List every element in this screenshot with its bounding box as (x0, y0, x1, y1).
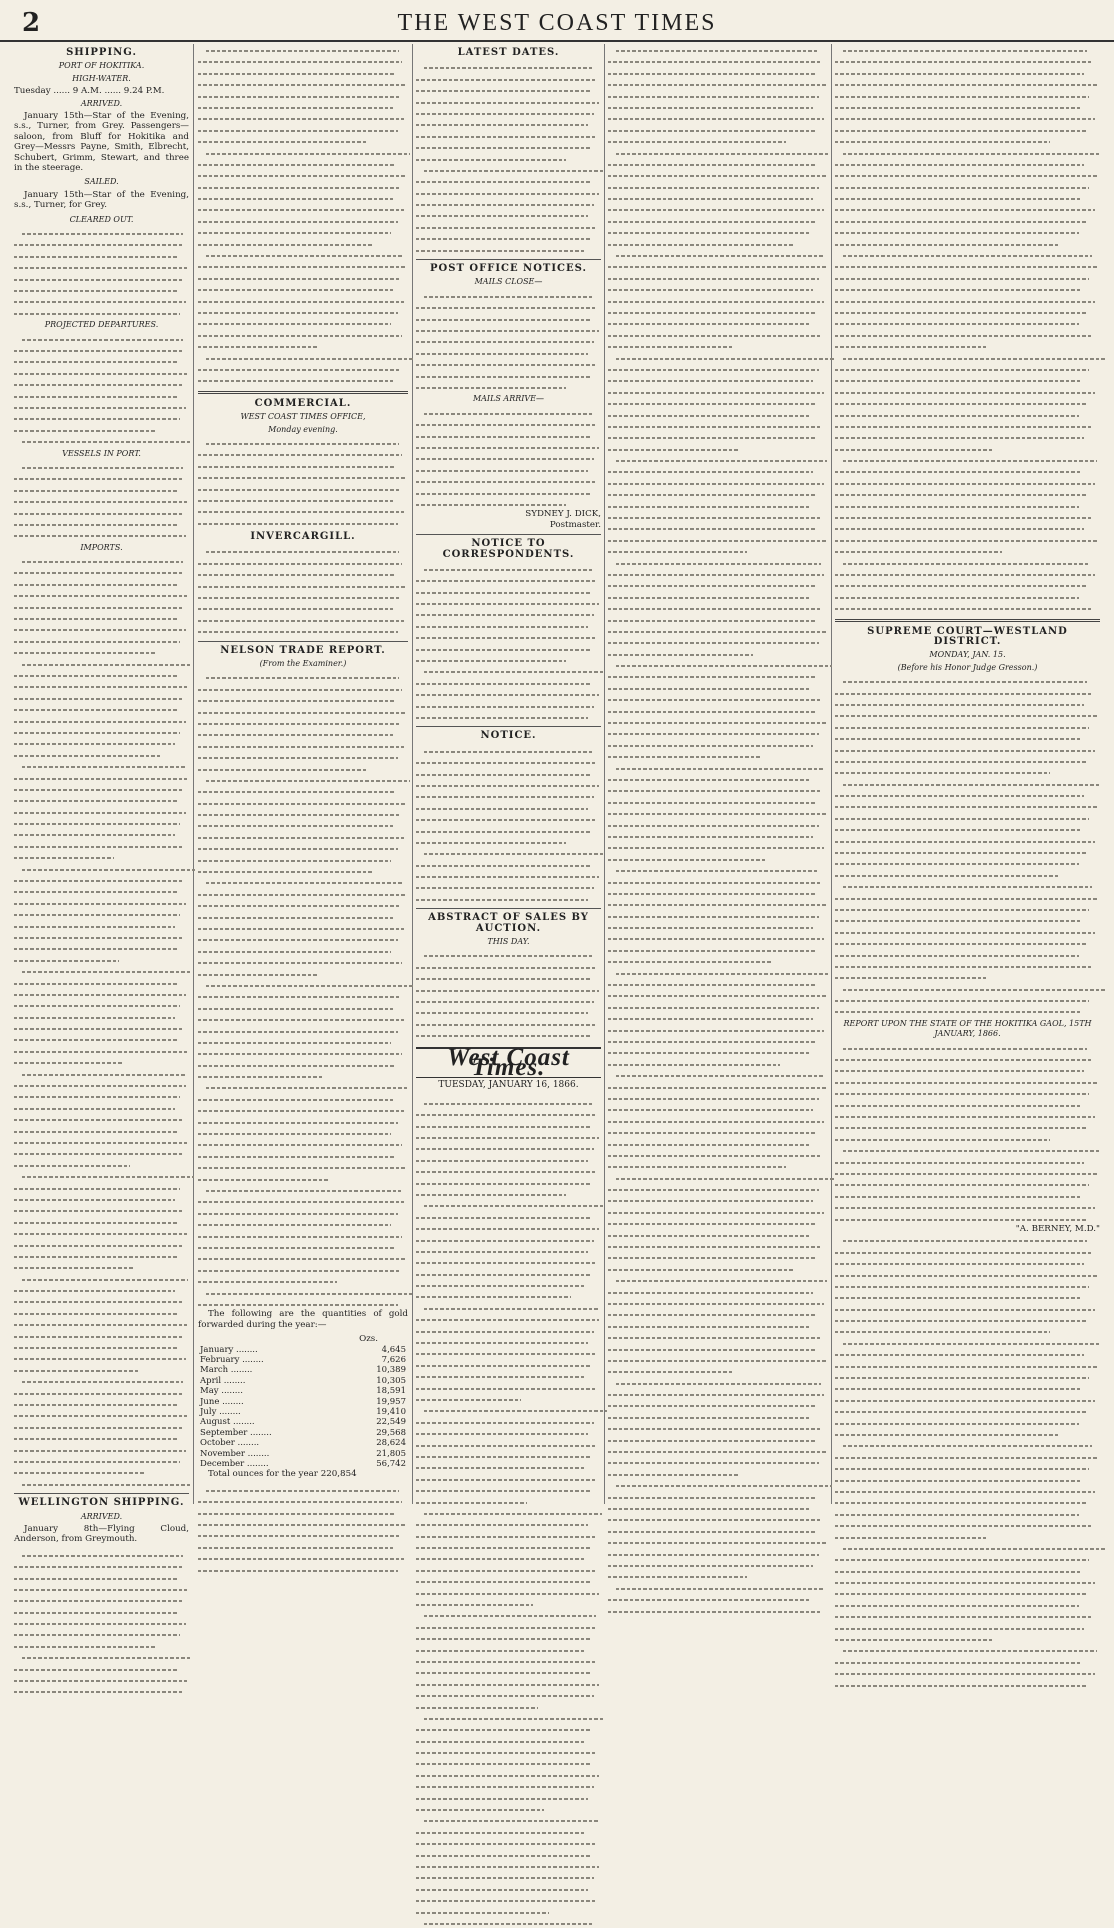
body-text-block (835, 1234, 1100, 1690)
body-text-block (835, 1042, 1100, 1224)
commercial-heading: COMMERCIAL. (254, 397, 352, 409)
column-shipping (14, 44, 189, 1545)
gold-ounces: 10,389 (376, 1365, 406, 1376)
body-text-block (198, 44, 408, 386)
gold-month: May ........ (200, 1386, 243, 1397)
gold-month: February ........ (200, 1354, 264, 1365)
body-text-block (14, 1549, 189, 1697)
body-text-block (14, 461, 189, 541)
notice-heading: NOTICE. (480, 730, 537, 742)
high-water-times: Tuesday ...... 9 A.M. ...... 9.24 P.M. (14, 86, 165, 97)
projected-label: PROJECTED DEPARTURES. (44, 320, 159, 330)
latest-dates-heading: LATEST DATES. (457, 47, 560, 58)
gold-month: October ........ (200, 1438, 260, 1449)
column-rule (604, 44, 605, 1504)
masthead (0, 0, 1114, 42)
body-text-block (835, 675, 1100, 1017)
postmaster-name: SYDNEY J. DICK, (525, 509, 601, 520)
body-text-block (416, 61, 601, 255)
column-rule (831, 44, 832, 1504)
postmaster-title: Postmaster. (549, 519, 601, 530)
post-office-heading: POST OFFICE NOTICES. (430, 263, 587, 275)
gold-month: December ........ (200, 1458, 269, 1469)
gold-month: August ........ (200, 1417, 255, 1428)
mails-close-label: MAILS CLOSE— (474, 277, 543, 287)
sailed-label: SAILED. (84, 177, 119, 187)
sailed-text: January 15th—Star of the Evening, s.s., Turner, for Grey. (14, 189, 189, 211)
wellington-text: January 8th—Flying Cloud, Anderson, from Greymouth. (14, 1523, 189, 1545)
imports-label: IMPORTS. (80, 542, 123, 552)
body-text-block (416, 1097, 601, 1928)
table-row (198, 1355, 408, 1365)
gold-ounces: 18,591 (376, 1386, 406, 1397)
column-notices (416, 44, 601, 1504)
gold-month: September ........ (200, 1427, 272, 1438)
body-text-block (14, 333, 189, 447)
gold-ounces: 22,549 (376, 1417, 406, 1428)
gold-ounces: 7,626 (381, 1354, 406, 1365)
column-editorial (608, 44, 828, 1504)
table-row (198, 1428, 408, 1438)
newspaper-nameplate: West Coast Times. (416, 1047, 601, 1079)
body-text-block (416, 290, 601, 393)
gold-ounces: 19,410 (376, 1406, 406, 1417)
table-row (198, 1365, 408, 1375)
gold-unit: Ozs. (359, 1334, 378, 1345)
body-text-block (835, 44, 1100, 614)
gold-month: July ........ (200, 1406, 241, 1417)
column-rule (412, 44, 413, 1504)
commercial-date: Monday evening. (268, 424, 338, 434)
gold-month: November ........ (200, 1448, 270, 1459)
court-date: MONDAY, JAN. 15. (929, 650, 1006, 660)
this-day-label: THIS DAY. (487, 937, 530, 947)
table-row (198, 1417, 408, 1427)
body-text-block (416, 407, 601, 510)
issue-dateline: TUESDAY, JANUARY 16, 1866. (438, 1080, 579, 1091)
gold-ounces: 4,645 (381, 1344, 406, 1355)
shipping-heading: SHIPPING. (66, 47, 137, 58)
gold-total: Total ounces for the year 220,854 (208, 1469, 357, 1480)
gold-month: April ........ (200, 1375, 246, 1386)
body-text-block (198, 545, 408, 636)
invercargill-heading: INVERCARGILL. (250, 531, 356, 543)
wellington-heading: WELLINGTON SHIPPING. (18, 1497, 185, 1509)
body-text-block (416, 745, 601, 904)
table-row (198, 1397, 408, 1407)
body-text-block (14, 555, 189, 1489)
mails-arrive-label: MAILS ARRIVE— (472, 394, 545, 404)
column-court (835, 44, 1100, 1504)
masthead-title: THE WEST COAST TIMES (397, 10, 717, 36)
gaol-report-heading: REPORT UPON THE STATE OF THE HOKITIKA GAOL, 15TH JANUARY, 1866. (843, 1018, 1092, 1039)
cleared-label: CLEARED OUT. (69, 214, 134, 224)
body-text-block (198, 671, 408, 1309)
court-sub: (Before his Honor Judge Gresson.) (897, 662, 1038, 672)
gold-table (198, 1345, 408, 1470)
nelson-sub: (From the Examiner.) (259, 659, 347, 668)
gold-intro: The following are the quantities of gold forwarded during the year:— (198, 1309, 408, 1330)
gold-month: March ........ (200, 1365, 253, 1376)
gold-month: June ........ (200, 1396, 244, 1407)
gold-ounces: 28,624 (376, 1438, 406, 1449)
report-signature: "A. BERNEY, M.D." (1015, 1223, 1100, 1234)
body-text-block (198, 1484, 408, 1575)
body-text-block (14, 227, 189, 318)
body-text-block (416, 949, 601, 1040)
wellington-arrived: ARRIVED. (80, 1511, 123, 1521)
column-rule (193, 44, 194, 1504)
commercial-office: WEST COAST TIMES OFFICE, (240, 412, 366, 422)
arrived-label: ARRIVED. (80, 98, 123, 108)
table-row (198, 1345, 408, 1355)
table-row (198, 1376, 408, 1386)
column-commercial (198, 44, 408, 1504)
gold-ounces: 56,742 (376, 1458, 406, 1469)
table-row (198, 1407, 408, 1417)
correspondents-heading: NOTICE TO CORRESPONDENTS. (442, 538, 575, 560)
body-text-block (416, 563, 601, 722)
body-text-block (608, 44, 828, 1616)
gold-ounces: 29,568 (376, 1427, 406, 1438)
high-water-label: HIGH-WATER. (72, 73, 131, 83)
table-row (198, 1449, 408, 1459)
nelson-heading: NELSON TRADE REPORT. (220, 644, 386, 656)
court-heading: SUPREME COURT—WESTLAND DISTRICT. (867, 625, 1068, 647)
table-row (198, 1386, 408, 1396)
body-text-block (198, 437, 408, 528)
table-row (198, 1459, 408, 1469)
gold-month: January ........ (200, 1344, 258, 1355)
table-row (198, 1438, 408, 1448)
page-number: 2 (22, 8, 41, 38)
vessels-label: VESSELS IN PORT. (62, 448, 141, 458)
arrived-text: January 15th—Star of the Evening, s.s., Turner, from Grey. Passengers—saloon, from Bluff for Hokitika and Grey—Messrs Payne, Smith, Elbrecht, Schubert, Grimm, Stewart, and three in the steerage. (14, 111, 189, 174)
gold-ounces: 19,957 (376, 1396, 406, 1407)
port-heading: PORT OF HOKITIKA. (58, 61, 145, 71)
gold-ounces: 10,305 (376, 1375, 406, 1386)
gold-ounces: 21,805 (376, 1448, 406, 1459)
abstract-heading: ABSTRACT OF SALES BY AUCTION. (428, 912, 589, 934)
